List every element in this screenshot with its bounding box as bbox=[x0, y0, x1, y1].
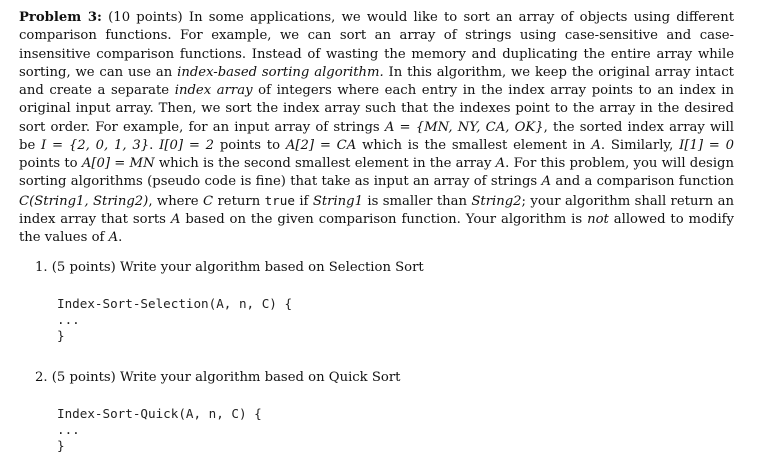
code-line: ... bbox=[57, 422, 80, 437]
math-expression: A bbox=[108, 230, 119, 245]
math-expression: String2 bbox=[471, 193, 522, 209]
code-literal: true bbox=[264, 192, 295, 208]
math-expression: A bbox=[495, 156, 506, 171]
math-expression: C(String1, String2) bbox=[19, 193, 149, 209]
problem-text: . For this problem, you will design sorting algorithms (pseudo code is fine) that take as input an array of strings bbox=[19, 156, 734, 190]
problem-text: based on the given comparison function. Your algorithm is bbox=[185, 211, 583, 227]
problem-statement bbox=[19, 9, 734, 247]
problem-heading: Problem 3: bbox=[19, 10, 102, 25]
part-1-label: 1. (5 points) Write your algorithm based on Selection Sort bbox=[35, 260, 424, 275]
code-line: Index-Sort-Quick(A, n, C) { bbox=[57, 406, 262, 421]
emphasis-term: index array bbox=[174, 83, 253, 98]
math-expression: String1 bbox=[312, 193, 363, 209]
problem-text: is smaller than bbox=[367, 193, 467, 209]
math-expression: A[0] = MN bbox=[81, 156, 155, 171]
math-expression: A bbox=[591, 137, 601, 153]
math-expression: I[0] = 2 bbox=[159, 137, 215, 153]
emphasis-term: index-based sorting algorithm. bbox=[177, 64, 384, 80]
code-line: Index-Sort-Selection(A, n, C) { bbox=[57, 296, 293, 311]
emphasis-term: not bbox=[587, 211, 609, 227]
problem-text: and a comparison function bbox=[555, 174, 735, 190]
problem-text: if bbox=[299, 193, 309, 209]
math-expression: I = {2, 0, 1, 3} bbox=[41, 137, 150, 153]
problem-text: return bbox=[217, 193, 261, 209]
problem-points: (10 points) bbox=[108, 10, 183, 25]
problem-text: points to bbox=[19, 156, 78, 171]
math-expression: A bbox=[541, 174, 552, 190]
problem-text: . bbox=[118, 230, 123, 245]
problem-text: which is the smallest element in bbox=[362, 137, 586, 153]
math-expression: A[2] = CA bbox=[285, 137, 357, 153]
part-2-label: 2. (5 points) Write your algorithm based on Quick Sort bbox=[35, 370, 401, 385]
code-line: } bbox=[57, 438, 65, 453]
math-expression: C bbox=[203, 193, 214, 209]
math-expression: I[1] = 0 bbox=[679, 137, 735, 153]
math-expression: A = {MN, NY, CA, OK} bbox=[384, 119, 544, 135]
part-2-code bbox=[57, 406, 262, 454]
problem-text: , where bbox=[148, 193, 199, 209]
problem-text: allowed to modify the values of bbox=[19, 211, 734, 245]
problem-text: of integers where each entry in the index array points to an index in original input array. Then, we sort the index array such that the indexes point to the array in the desired sort order. For example, for an input array of strings bbox=[19, 83, 735, 135]
problem-text: ; your algorithm shall return an index array that sorts bbox=[19, 193, 734, 227]
problem-text: In this algorithm, we keep the original array intact and create a separate bbox=[19, 64, 734, 98]
code-line: } bbox=[57, 328, 65, 343]
problem-text: . bbox=[149, 137, 154, 153]
math-expression: A bbox=[170, 211, 181, 227]
part-1-code bbox=[57, 296, 292, 344]
problem-text: , the sorted index array will be bbox=[19, 119, 734, 153]
problem-text: points to bbox=[219, 137, 281, 153]
code-line: ... bbox=[57, 312, 80, 327]
problem-text: In some applications, we would like to sort an array of objects using different comparison functions. For example, we can sort an array of strings using case-sensitive and case-insensitive comparison functions. Instead of wasting the memory and duplicating the entire array while sorting, we can use an bbox=[19, 10, 735, 80]
problem-text: which is the second smallest element in the array bbox=[158, 156, 492, 171]
problem-text: . Similarly, bbox=[600, 137, 674, 153]
